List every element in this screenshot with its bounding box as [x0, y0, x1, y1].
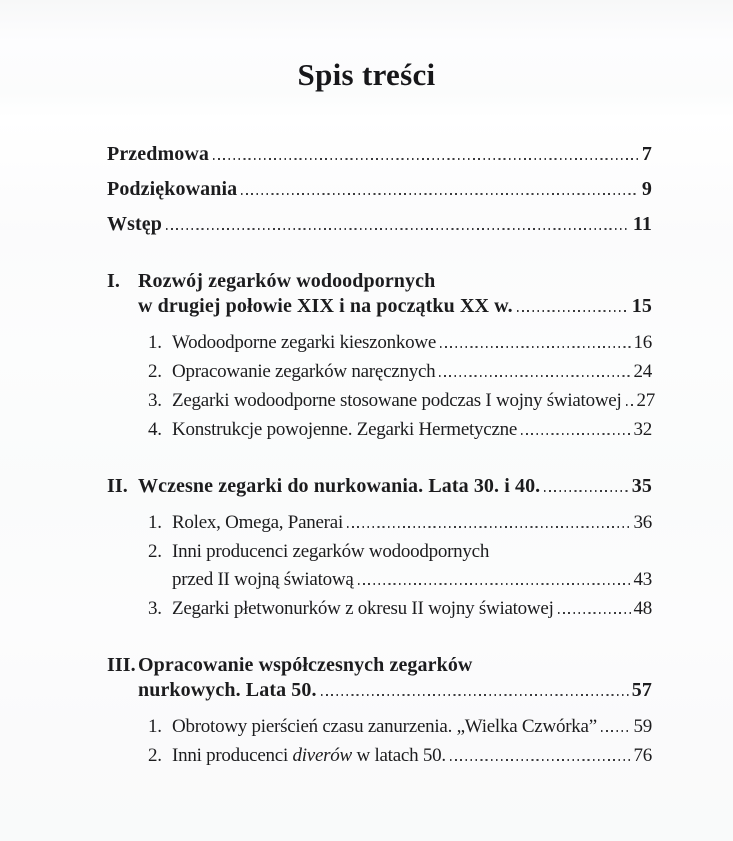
- page-number: 76: [633, 745, 652, 766]
- page-number: 48: [633, 598, 652, 619]
- toc-entry-text: w drugiej połowie XIX i na początku XX w.: [138, 295, 513, 317]
- toc-section-items: [107, 715, 652, 767]
- page-number: 9: [641, 178, 652, 200]
- toc-entry: [107, 715, 652, 738]
- toc-entry-line: [107, 213, 652, 236]
- toc-entry: [107, 213, 652, 236]
- toc-entry-line: [107, 360, 652, 383]
- table-of-contents: [107, 143, 656, 773]
- toc-entry-number: 2.: [148, 361, 162, 382]
- toc-entry-text: Wczesne zegarki do nurkowania. Lata 30. i 40.: [138, 475, 541, 497]
- dotted-leader: [358, 583, 631, 585]
- page-number: 24: [633, 361, 652, 382]
- toc-entry-text: Wstęp: [107, 213, 162, 235]
- toc-entry-line: [107, 294, 652, 319]
- toc-entry-line: [107, 744, 652, 767]
- toc-entry-text: Zegarki wodoodporne stosowane podczas I wojny światowej: [172, 390, 622, 411]
- toc-entry-text-post: w latach 50.: [351, 745, 446, 766]
- page-number: 36: [633, 512, 652, 533]
- page-number: 57: [631, 679, 652, 701]
- toc-entry-number: III.: [107, 654, 136, 676]
- dotted-leader: [440, 346, 630, 348]
- toc-entry: [107, 511, 652, 534]
- toc-entry: [107, 389, 656, 412]
- toc-entry-text: Rozwój zegarków wodoodpornych: [138, 270, 436, 292]
- page-number: 15: [631, 295, 652, 317]
- page-number: 27: [636, 390, 656, 411]
- dotted-leader: [601, 730, 631, 732]
- dotted-leader: [450, 759, 631, 761]
- toc-entry: [107, 331, 652, 354]
- toc-entry-line: [107, 389, 656, 412]
- toc-entry-text: Rolex, Omega, Panerai: [172, 512, 343, 533]
- toc-entry-number: 4.: [148, 419, 162, 440]
- toc-entry-text: Opracowanie współczesnych zegarków: [138, 654, 473, 676]
- toc-entry-line: [107, 331, 652, 354]
- dotted-leader: [166, 228, 630, 230]
- toc-entry-text-pre: Inni producenci: [172, 745, 293, 766]
- dotted-leader: [517, 310, 629, 312]
- toc-entry: [107, 597, 652, 620]
- toc-section-items: [107, 511, 652, 620]
- toc-entry-number: 3.: [148, 390, 162, 411]
- toc-entry-text: przed II wojną światową: [172, 569, 354, 590]
- dotted-leader: [626, 404, 634, 406]
- page-number: 43: [633, 569, 652, 590]
- toc-entry: [107, 143, 652, 166]
- toc-entry-text: Zegarki płetwonurków z okresu II wojny światowej: [172, 598, 554, 619]
- page-number: 59: [633, 716, 652, 737]
- toc-entry-number: 2.: [148, 541, 162, 562]
- dotted-leader: [544, 490, 629, 492]
- toc-entry: [107, 653, 652, 703]
- toc-entry-line: [107, 597, 652, 620]
- toc-entry: [107, 418, 652, 441]
- toc-entry: [107, 269, 652, 319]
- toc-entry-text: Podziękowania: [107, 178, 238, 200]
- toc-entry-text: Inni producenci zegarków wodoodpornych: [172, 541, 490, 562]
- toc-entry-text: Wodoodporne zegarki kieszonkowe: [172, 332, 437, 353]
- toc-entry-text: Konstrukcje powojenne. Zegarki Hermetyczne: [172, 419, 518, 440]
- dotted-leader: [241, 193, 639, 195]
- page-number: 16: [633, 332, 652, 353]
- toc-entry: [107, 540, 652, 591]
- page-number: 32: [633, 419, 652, 440]
- toc-entry-line: [107, 178, 652, 201]
- toc-entry-text: [172, 744, 446, 767]
- toc-entry-line: [107, 143, 652, 166]
- toc-entry-text: Przedmowa: [107, 143, 209, 165]
- page-number: 7: [641, 143, 652, 165]
- toc-entry-line: [107, 568, 652, 591]
- toc-entry-line: [107, 269, 652, 294]
- toc-section-items: [107, 331, 656, 441]
- toc-entry-line: [107, 715, 652, 738]
- toc-entry-number: 3.: [148, 598, 162, 619]
- toc-entry-number: 1.: [148, 512, 162, 533]
- toc-entry-text-italic: diverów: [292, 745, 352, 766]
- toc-entry: [107, 744, 652, 767]
- toc-entry-line: [107, 511, 652, 534]
- dotted-leader: [439, 375, 630, 377]
- toc-entry-number: II.: [107, 475, 128, 497]
- page-number: 11: [632, 213, 652, 235]
- toc-entry-number: I.: [107, 270, 120, 292]
- toc-entry-text: Opracowanie zegarków naręcznych: [172, 361, 436, 382]
- toc-entry-line: [107, 678, 652, 703]
- toc-entry-line: [107, 540, 652, 563]
- toc-entry-text: nurkowych. Lata 50.: [138, 679, 317, 701]
- toc-entry-line: [107, 474, 652, 499]
- dotted-leader: [321, 694, 629, 696]
- page-title: Spis treści: [297, 57, 436, 92]
- dotted-leader: [347, 526, 631, 528]
- toc-entry-number: 1.: [148, 332, 162, 353]
- toc-entry-text: Obrotowy pierścień czasu zanurzenia. „Wielka Czwórka”: [172, 716, 597, 737]
- dotted-leader: [521, 433, 630, 435]
- toc-entry-line: [107, 418, 652, 441]
- toc-entry: [107, 360, 652, 383]
- page-number: 35: [631, 475, 652, 497]
- dotted-leader: [558, 612, 631, 614]
- toc-entry-line: [107, 653, 652, 678]
- toc-entry: [107, 178, 652, 201]
- toc-entry: [107, 474, 652, 499]
- dotted-leader: [213, 158, 639, 160]
- toc-entry-number: 1.: [148, 716, 162, 737]
- toc-entry-number: 2.: [148, 745, 162, 766]
